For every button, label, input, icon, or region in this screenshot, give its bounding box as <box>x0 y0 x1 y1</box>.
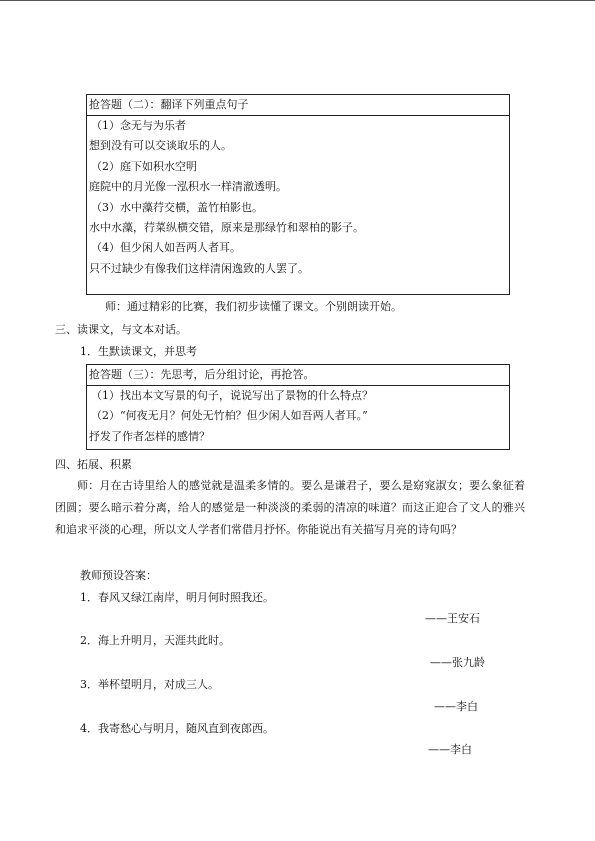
section-4-title: 四、拓展、积累 <box>55 458 132 471</box>
poem-author: ——李白 <box>434 700 478 713</box>
quiz-item: （2）庭下如积水空明 <box>91 159 197 173</box>
quiz-box-2 <box>86 94 510 295</box>
section-4-paragraph: 师：月在古诗里给人的感觉就是温柔多情的。要么是谦君子，要么是窈窕淑女；要么象征着团圆；要么暗示着分离，给人的感觉是一种淡淡的柔弱的清凉的味道？而这正迎合了文人的雅兴和追求平淡的心理，所以文人学者们常借月抒怀。你能说出有关描写月亮的诗句吗？ <box>55 479 525 536</box>
quiz-box-3 <box>86 364 510 450</box>
quiz-item: （1）找出本文写景的句子，说说写出了景物的什么特点？ <box>91 389 373 402</box>
quiz-item-cont: 抒发了作者怎样的感情？ <box>89 429 210 443</box>
teacher-line: 师：通过精彩的比赛，我们初步读懂了课文。个别朗读开始。 <box>105 300 402 313</box>
preset-label: 教师预设答案： <box>80 569 157 582</box>
section-3-sub: 1．生默读课文，并思考 <box>80 345 197 358</box>
quiz-item: （2）“何夜无月？何处无竹柏？但少闲人如吾两人者耳。” <box>91 409 368 423</box>
quiz-item: （3）水中藻荇交横，盖竹柏影也。 <box>91 200 263 214</box>
quiz-item: （1）念无与为乐者 <box>91 119 186 132</box>
poem-author: ——李白 <box>428 743 472 756</box>
poem-author: ——张九龄 <box>430 656 485 669</box>
poem-line: 4．我寄愁心与明月，随风直到夜郎西。 <box>80 722 274 735</box>
quiz-answer: 水中水藻，荇菜纵横交错，原来是那绿竹和翠柏的影子。 <box>89 220 364 234</box>
quiz-answer: 只不过缺少有像我们这样清闲逸致的人罢了。 <box>89 261 309 275</box>
quiz-answer: 想到没有可以交谈取乐的人。 <box>89 139 232 153</box>
quiz-answer: 庭院中的月光像一泓积水一样清澈透明。 <box>89 180 287 194</box>
quiz-box-2-header: 抢答题（二）：翻译下列重点句子 <box>87 95 509 116</box>
poem-line: 1．春风又绿江南岸，明月何时照我还。 <box>80 591 274 604</box>
quiz-item: （4）但少闲人如吾两人者耳。 <box>91 241 241 255</box>
top-rule <box>0 0 595 1</box>
poem-author: ——王安石 <box>425 612 480 625</box>
poem-line: 3．举杯望明月，对成三人。 <box>80 678 219 691</box>
poem-line: 2．海上升明月，天涯共此时。 <box>80 634 230 647</box>
section-3-title: 三、读课文，与文本对话。 <box>55 323 187 336</box>
quiz-box-3-header: 抢答题（三）：先思考，后分组讨论，再抢答。 <box>87 365 509 386</box>
